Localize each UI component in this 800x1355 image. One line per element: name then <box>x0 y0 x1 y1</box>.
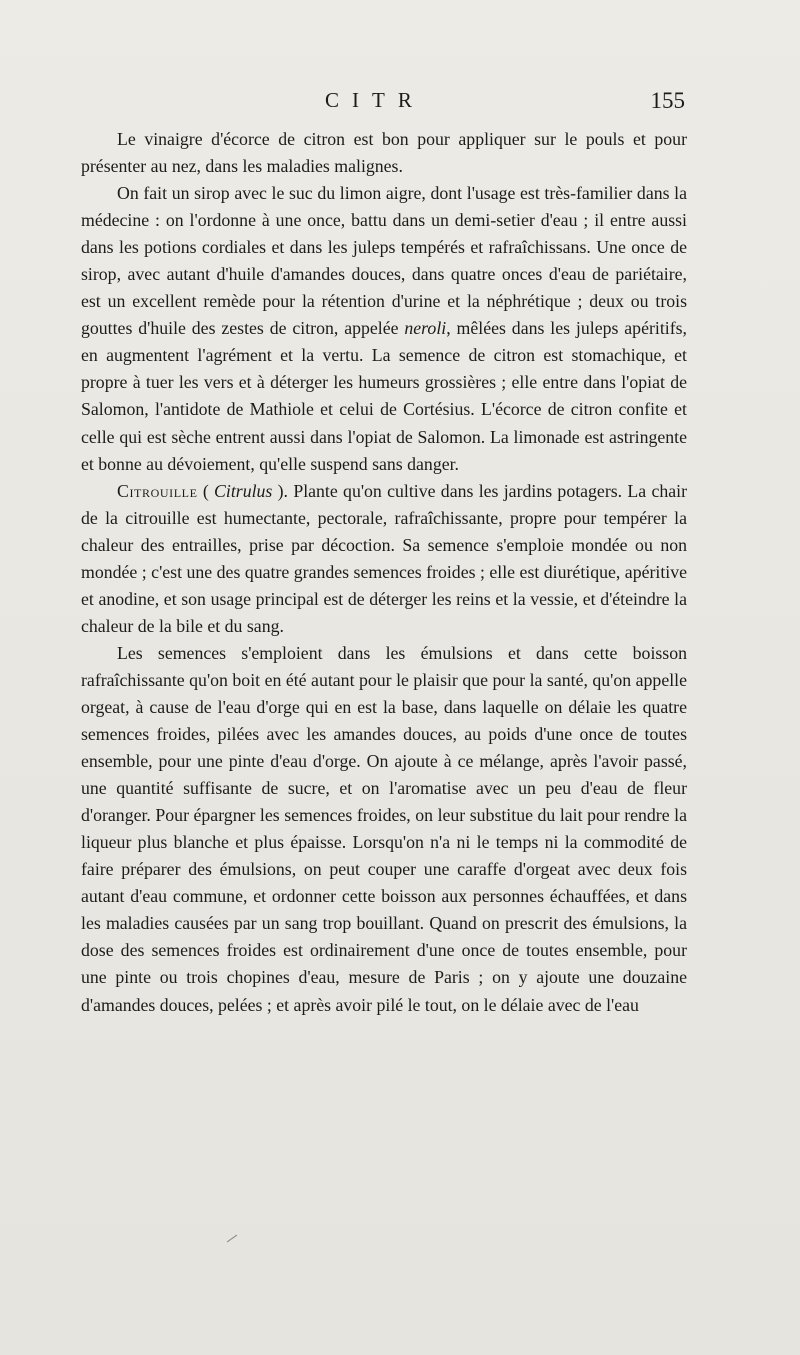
paragraph-sirop <box>81 180 687 478</box>
paragraph-citrouille <box>81 478 687 640</box>
paragraph-vinaigre <box>81 126 687 180</box>
paragraph-text: Plante qu'on cultive dans les jardins potagers. La chair de la citrouille est humectante, pectorale, rafraîchissante, propre pour tempérer la chaleur des entrailles, prise par décoction. Sa semence s'emploie mondée ou non mondée ; c'est une des quatre grandes semences froides ; elle est diurétique, apéritive et anodine, et son usage principal est de déterger les reins et la vessie, et d'éteindre la chaleur de la bile et du sang. <box>81 480 687 636</box>
paren-close: ). <box>272 480 294 501</box>
entry-term: Citrouille <box>117 480 198 501</box>
running-head: CITR <box>325 88 425 112</box>
paragraph-text: Le vinaigre d'écorce de citron est bon pour appliquer sur le pouls et pour présenter au nez, dans les maladies malignes. <box>81 129 687 177</box>
italic-term-neroli: neroli <box>404 318 447 339</box>
latin-name: Citrulus <box>214 480 273 501</box>
body-text <box>81 126 687 1019</box>
paragraph-text: Les semences s'emploient dans les émulsions et dans cette boisson rafraîchissante qu'on boit en été autant pour le plaisir que pour la santé, qu'on appelle orgeat, à cause de l'eau d'orge qui en est la base, dans laquelle on délaie les quatre semences froides, pilées avec les amandes douces, au poids d'une once de toutes ensemble, pour une pinte d'eau d'orge. On ajoute à ce mélange, après l'avoir passé, une quantité suffisante de sucre, et on l'aromatise avec un peu d'eau de fleur d'oranger. Pour épargner les semences froides, on leur substitue du lait pour rendre la liqueur plus blanche et plus épaisse. Lorsqu'on n'a ni le temps ni la commodité de faire préparer des émulsions, on peut couper une caraffe d'orgeat avec deux fois autant d'eau commune, et ordonner cette boisson aux personnes échauffées, et dans les maladies causées par un sang trop bouillant. Quand on prescrit des émulsions, la dose des semences froides est ordinairement d'une once de toutes ensemble, pour une pinte ou trois chopines d'eau, mesure de Paris ; on y ajoute une douzaine d'amandes douces, pelées ; et après avoir pilé le tout, on le délaie avec de l'eau <box>81 642 687 1015</box>
paragraph-text: , mêlées dans les juleps apéritifs, en augmentent l'agrément et la vertu. La semence de citron est stomachique, et propre à tuer les vers et à déterger les humeurs grossières ; elle entre dans l'opiat de Salomon, l'antidote de Mathiole et celui de Cortésius. L'écorce de citron confite et celle qui est sèche entrent aussi dans l'opiat de Salomon. La limonade est astringente et bonne au dévoiement, qu'elle suspend sans danger. <box>81 318 687 474</box>
page-header <box>80 84 685 120</box>
page-number: 155 <box>650 88 685 113</box>
paren-open: ( <box>197 480 215 501</box>
paragraph-text: On fait un sirop avec le suc du limon aigre, dont l'usage est très-familier dans la médecine : on l'ordonne à une once, battu dans un demi-setier d'eau ; il entre aussi dans les potions cordiales et dans les juleps tempérés et rafraîchissans. Une once de sirop, avec autant d'huile d'amandes douces, dans quatre onces d'eau de pariétaire, est un excellent remède pour la rétention d'urine et la néphrétique ; deux ou trois gouttes d'huile des zestes de citron, appelée <box>81 183 687 339</box>
pencil-mark <box>227 1235 237 1243</box>
paragraph-semences <box>81 640 687 1019</box>
